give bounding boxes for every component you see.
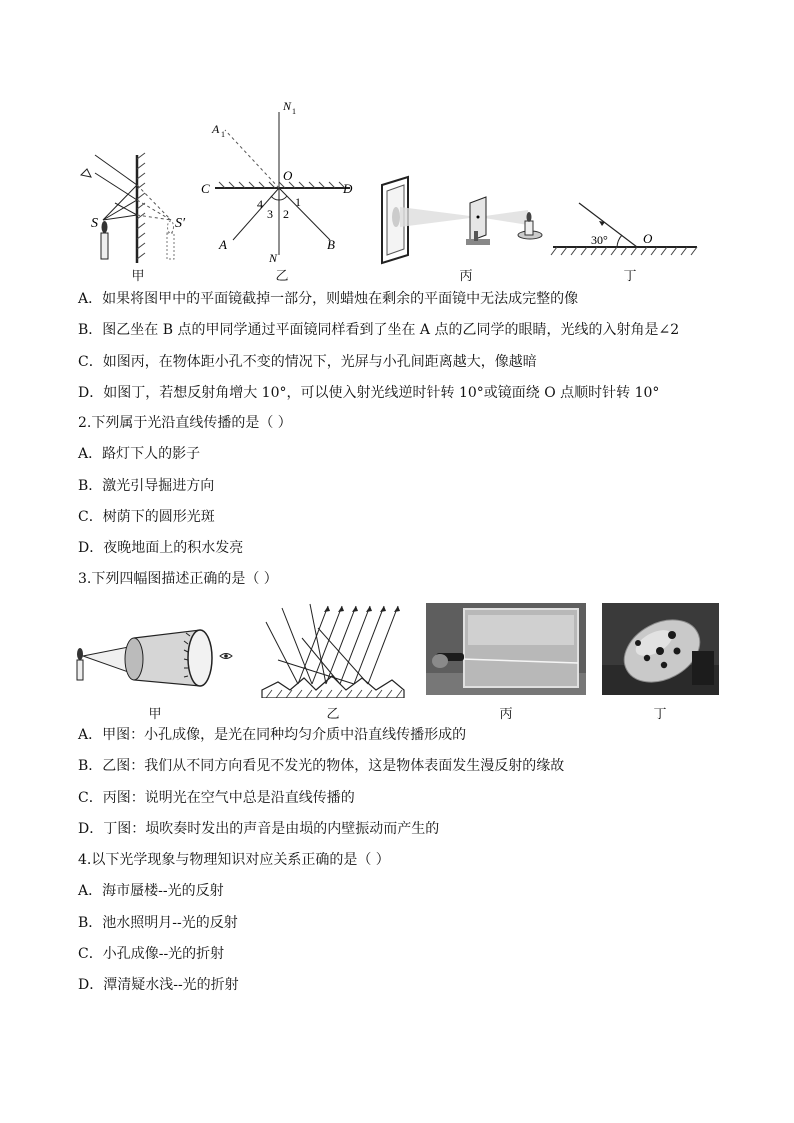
label-angle-4: 4 [257,197,263,211]
label-D: D [343,181,353,196]
q4-option-d[interactable]: D．潭清疑水浅--光的折射 [78,977,239,993]
label-N1: N [283,100,292,113]
figure-ding-incidence [545,195,705,265]
caption-ding-2: 丁 [653,707,667,722]
label-N: N [269,251,278,265]
q3-option-b[interactable]: B．乙图：我们从不同方向看见不发光的物体，这是物体表面发生漫反射的缘故 [78,758,565,774]
label-A1: A [212,122,220,136]
caption-bing-2: 丙 [499,707,513,722]
figure-jia-mirror-candle [75,145,205,265]
figure-row-2 [0,598,794,720]
caption-bing-1: 丙 [459,269,473,284]
label-O-ding: O [643,231,653,246]
figure3-jia-pinhole-camera [72,616,242,696]
q4-option-b[interactable]: B．池水照明月--光的反射 [78,915,238,931]
q1-option-a[interactable]: A．如果将图甲中的平面镜截掉一部分，则蜡烛在剩余的平面镜中无法成完整的像 [78,291,579,307]
label-B: B [327,237,335,252]
q1-option-c[interactable]: C．如图丙，在物体距小孔不变的情况下，光屏与小孔间距离越大，像越暗 [78,354,537,370]
figure-yi-reflection [195,100,365,265]
q4-stem: 4.以下光学现象与物理知识对应关系正确的是（ ） [78,852,390,868]
q1-option-b[interactable]: B．图乙坐在 B 点的甲同学通过平面镜同样看到了坐在 A 点的乙同学的眼睛，光线的入射角是∠2 [78,322,680,338]
q4-option-c[interactable]: C．小孔成像--光的折射 [78,946,225,962]
q3-option-a[interactable]: A．甲图：小孔成像，是光在同种均匀介质中沿直线传播形成的 [78,727,467,743]
figure-row-1 [0,95,794,285]
figure3-bing-laser-tank [426,603,586,695]
q2-option-d[interactable]: D．夜晚地面上的积水发亮 [78,540,244,556]
q2-option-c[interactable]: C．树荫下的圆形光斑 [78,509,215,525]
caption-ding-1: 丁 [623,269,637,284]
q1-option-d[interactable]: D．如图丁，若想反射角增大 10°，可以使入射光线逆时针转 10°或镜面绕 O 点顺时针转 10° [78,385,660,401]
q3-stem: 3.下列四幅图描述正确的是（ ） [78,571,278,587]
label-angle-2: 2 [283,207,289,221]
label-angle-3: 3 [267,207,273,221]
figure3-ding-xun-instrument [602,603,719,695]
label-A: A [219,237,227,252]
label-S: S [91,216,98,231]
label-S-prime: S′ [175,216,186,231]
label-angle-1: 1 [295,195,301,209]
q3-option-d[interactable]: D．丁图：埙吹奏时发出的声音是由埙的内壁振动而产生的 [78,821,440,837]
label-A1-sub: 1 [221,130,225,139]
q2-option-a[interactable]: A．路灯下人的影子 [78,446,201,462]
caption-jia-2: 甲 [148,707,162,722]
figure-bing-pinhole [378,175,553,265]
caption-yi-2: 乙 [326,707,340,722]
label-30deg: 30° [591,233,608,247]
q2-option-b[interactable]: B．激光引导掘进方向 [78,478,215,494]
label-O: O [283,168,293,183]
q4-option-a[interactable]: A．海市蜃楼--光的反射 [78,883,224,899]
figure3-yi-diffuse-reflection [258,598,408,698]
caption-jia-1: 甲 [131,269,145,284]
eye-icon [81,169,91,177]
q2-stem: 2.下列属于光沿直线传播的是（ ） [78,415,292,431]
q3-option-c[interactable]: C．丙图：说明光在空气中总是沿直线传播的 [78,790,355,806]
caption-yi-1: 乙 [275,269,289,284]
label-N1-sub: 1 [292,107,296,116]
label-C: C [201,181,210,196]
